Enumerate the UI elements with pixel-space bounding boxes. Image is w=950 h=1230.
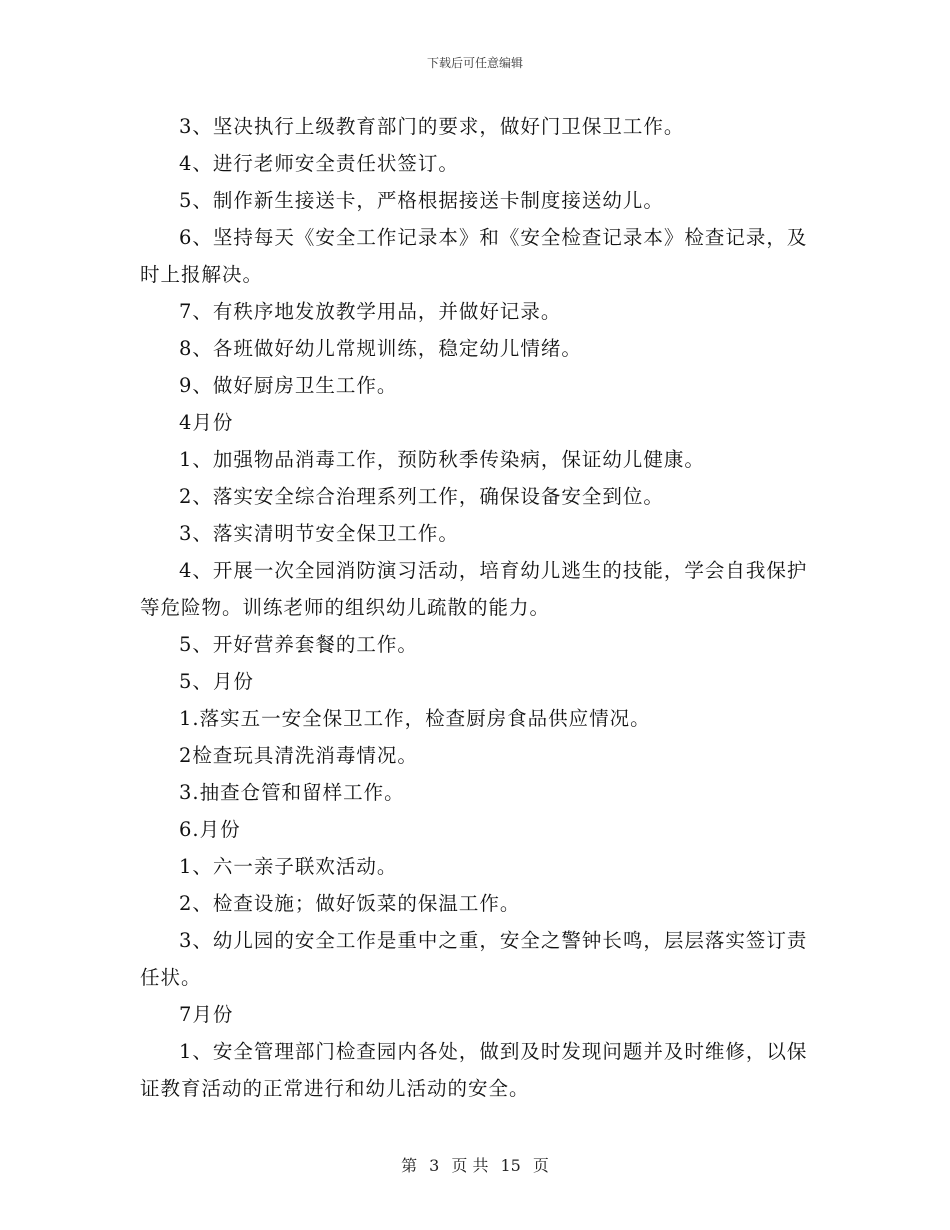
- paragraph: 1.落实五一安全保卫工作，检查厨房食品供应情况。: [179, 707, 651, 730]
- paragraph: 3、落实清明节安全保卫工作。: [179, 522, 459, 545]
- page-footer: [0, 1153, 950, 1176]
- section-heading: 4月份: [179, 411, 234, 434]
- section-heading: 5、月份: [179, 670, 254, 693]
- footer-total-pages: 15: [500, 1156, 521, 1175]
- paragraph: 4、开展一次全园消防演习活动，培育幼儿逃生的技能，学会自我保护等危险物。训练老师的组织幼儿疏散的能力。: [140, 559, 808, 619]
- paragraph: 2、检查设施；做好饭菜的保温工作。: [179, 892, 521, 915]
- paragraph: 9、做好厨房卫生工作。: [179, 374, 398, 397]
- paragraph: 6、坚持每天《安全工作记录本》和《安全检查记录本》检查记录，及时上报解决。: [140, 226, 808, 286]
- paragraph: 1、六一亲子联欢活动。: [179, 855, 398, 878]
- paragraph: 7、有秩序地发放教学用品，并做好记录。: [179, 300, 562, 323]
- paragraph: 5、开好营养套餐的工作。: [179, 633, 418, 656]
- section-heading: 7月份: [179, 1003, 234, 1026]
- footer-page-number: 3: [429, 1156, 440, 1175]
- paragraph: 5、制作新生接送卡，严格根据接送卡制度接送幼儿。: [179, 189, 664, 212]
- footer-prefix: 第: [401, 1156, 418, 1175]
- paragraph: 3.抽查仓管和留样工作。: [179, 781, 405, 804]
- paragraph: 2、落实安全综合治理系列工作，确保设备安全到位。: [179, 485, 664, 508]
- document-body: [140, 108, 810, 1107]
- footer-middle: 页 共: [451, 1156, 489, 1175]
- paragraph: 2检查玩具清洗消毒情况。: [179, 744, 418, 767]
- paragraph: 3、幼儿园的安全工作是重中之重，安全之警钟长鸣，层层落实签订责任状。: [140, 929, 808, 989]
- paragraph: 4、进行老师安全责任状签订。: [179, 152, 459, 175]
- paragraph: 1、加强物品消毒工作，预防秋季传染病，保证幼儿健康。: [179, 448, 705, 471]
- section-heading: 6.月份: [179, 818, 241, 841]
- paragraph: 3、坚决执行上级教育部门的要求，做好门卫保卫工作。: [179, 115, 685, 138]
- header-note: 下载后可任意编辑: [426, 56, 523, 70]
- paragraph: 1、安全管理部门检查园内各处，做到及时发现问题并及时维修，以保证教育活动的正常进行和幼儿活动的安全。: [140, 1040, 808, 1100]
- paragraph: 8、各班做好幼儿常规训练，稳定幼儿情绪。: [179, 337, 582, 360]
- footer-suffix: 页: [532, 1156, 549, 1175]
